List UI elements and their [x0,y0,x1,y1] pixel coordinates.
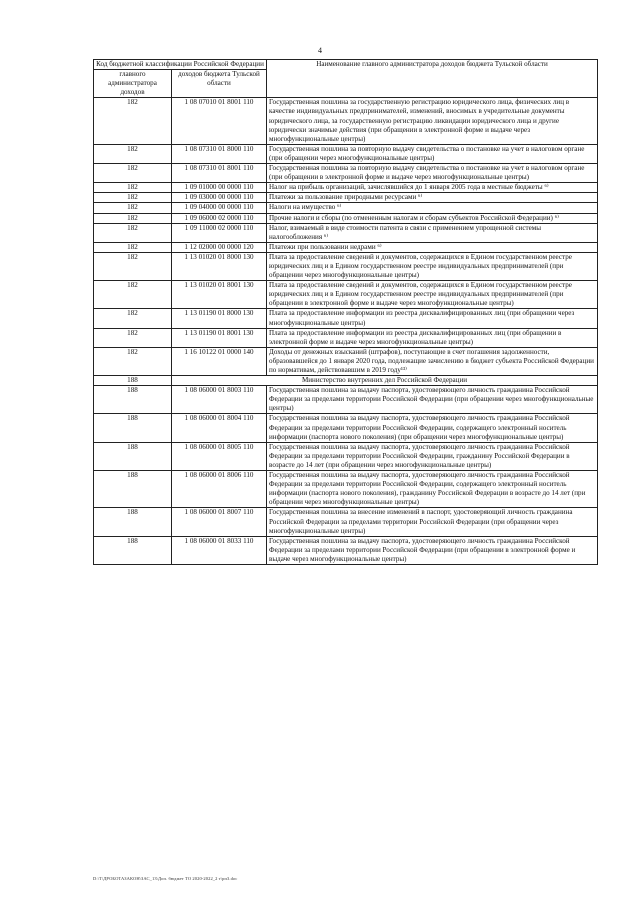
income-name-cell: Плата за предоставление сведений и документов, содержащихся в Едином государственном реестре юридических лиц и в Едином государственном реестре индивидуальных предпринимателей (при обращении в электронной форме и выдаче через многофункциональные центры) [267,281,598,309]
table-row [94,508,598,536]
admin-code-cell: 182 [94,223,172,242]
income-name-cell: Налоги на имущество ⁶⁾ [267,203,598,213]
income-name-cell: Государственная пошлина за государственную регистрацию юридического лица, физических лиц в качестве индивидуальных предпринимателей, изменений, вносимых в учредительные документы юридического лица, за государственную регистрацию ликвидации юридического лица и другие юридически значимые действия (при обращении в электронной форме и выдаче через многофункциональные центры) [267,98,598,144]
income-name-cell: Налог, взимаемый в виде стоимости патента в связи с применением упрощенной системы налогообложения ⁶⁾ [267,223,598,242]
admin-code-cell: 182 [94,328,172,347]
income-code-cell: 1 08 07310 01 8001 110 [172,164,267,183]
income-code-cell: 1 09 03000 00 0000 110 [172,193,267,203]
table-row [94,309,598,328]
admin-code-cell: 182 [94,252,172,280]
admin-code-cell: 188 [94,471,172,508]
table-row [94,144,598,163]
table-row [94,98,598,144]
admin-code-cell: 182 [94,193,172,203]
kbk-header: Код бюджетной классификации Российской Федерации [94,60,267,70]
admin-code-cell: 182 [94,213,172,223]
admin-code-cell: 182 [94,309,172,328]
income-header: доходов бюджета Тульской области [172,70,267,98]
income-name-cell: Налог на прибыль организаций, зачислявшийся до 1 января 2005 года в местные бюджеты ⁶⁾ [267,183,598,193]
admin-code-cell: 182 [94,183,172,193]
income-code-cell: 1 09 06000 02 0000 110 [172,213,267,223]
footer-file-path: D:\Т\ДРОБОТАЗАКОН\ЗАС_13\Доп. бюджет ТО 2020-2022_2 т\рп3.doc [93,876,238,881]
income-code-cell: 1 08 07310 01 8000 110 [172,144,267,163]
table-row [94,536,598,564]
income-name-cell: Государственная пошлина за повторную выдачу свидетельства о постановке на учет в налоговом органе (при обращении в электронной форме и выдаче через многофункциональные центры) [267,164,598,183]
income-name-cell: Платежи за пользование природными ресурсами ⁶⁾ [267,193,598,203]
income-name-cell: Государственная пошлина за выдачу паспорта, удостоверяющего личность гражданина Российской Федерации за пределами территории Российской Федерации, содержащего электронный носитель информации (паспорта нового поколения) (при обращении через многофункциональные центры) [267,414,598,442]
page-number: 4 [318,46,322,55]
income-name-cell: Платежи при пользовании недрами ⁶⁾ [267,242,598,252]
header-row [94,60,598,70]
income-code-cell: 1 13 01190 01 8001 130 [172,328,267,347]
table-row [94,442,598,470]
income-code-cell: 1 08 06000 01 8005 110 [172,442,267,470]
income-name-cell: Плата за предоставление информации из реестра дисквалифицированных лиц (при обращении в электронной форме и выдаче через многофункциональные центры) [267,328,598,347]
admin-code-cell: 182 [94,347,172,375]
table-row [94,386,598,414]
income-name-cell: Государственная пошлина за внесение изменений в паспорт, удостоверяющий личность гражданина Российской Федерации за пределами территории Российской Федерации (при обращении через многофункциональные центры) [267,508,598,536]
admin-code-cell: 188 [94,536,172,564]
admin-code-cell: 188 [94,508,172,536]
income-code-cell: 1 12 02000 00 0000 120 [172,242,267,252]
income-code-cell: 1 08 06000 01 8006 110 [172,471,267,508]
table-row [94,281,598,309]
income-name-cell: Государственная пошлина за выдачу паспорта, удостоверяющего личность гражданина Российской Федерации за пределами территории Российской Федерации, гражданину Российской Федерации в возрасте до 14 лет (при обращении через многофункциональные центры) [267,442,598,470]
table-row [94,414,598,442]
table-row [94,193,598,203]
income-code-cell: 1 08 06000 01 8007 110 [172,508,267,536]
section-title-cell: Министерство внутренних дел Российской Федерации [172,376,598,386]
table-row [94,164,598,183]
table-row [94,347,598,375]
income-code-cell: 1 08 06000 01 8004 110 [172,414,267,442]
income-name-cell: Государственная пошлина за выдачу паспорта, удостоверяющего личность гражданина Российской Федерации за пределами территории Российской Федерации, содержащего электронный носитель информации (паспорта нового поколения), гражданину Российской Федерации в возрасте до 14 лет (при обращении через многофункциональные центры) [267,471,598,508]
income-code-cell: 1 13 01020 01 8000 130 [172,252,267,280]
admin-code-cell: 182 [94,164,172,183]
admin-code-cell: 188 [94,442,172,470]
income-code-cell: 1 09 11000 02 0000 110 [172,223,267,242]
income-name-cell: Государственная пошлина за выдачу паспорта, удостоверяющего личность гражданина Российской Федерации за пределами территории Российской Федерации (при обращении через многофункциональные центры) [267,386,598,414]
table-row [94,183,598,193]
admin-code-cell: 182 [94,281,172,309]
income-name-cell: Государственная пошлина за повторную выдачу свидетельства о постановке на учет в налоговом органе (при обращении через многофункциональные центры) [267,144,598,163]
income-name-cell: Плата за предоставление сведений и документов, содержащихся в Едином государственном реестре юридических лиц и в Едином государственном реестре индивидуальных предпринимателей (при обращении через многофункциональные центры) [267,252,598,280]
admin-code-cell: 182 [94,203,172,213]
table-body [94,98,598,565]
admin-code-cell: 182 [94,144,172,163]
admin-code-cell: 182 [94,98,172,144]
table-row [94,223,598,242]
budget-table [93,59,598,565]
table-row [94,328,598,347]
income-code-cell: 1 16 10122 01 0000 140 [172,347,267,375]
income-code-cell: 1 09 01000 00 0000 110 [172,183,267,193]
income-code-cell: 1 08 06000 01 8003 110 [172,386,267,414]
income-name-cell: Доходы от денежных взысканий (штрафов), поступающие в счет погашения задолженности, образовавшейся до 1 января 2020 года, подлежащие зачислению в бюджет субъекта Российской Федерации по нормативам, действовавшим в 2019 году¹³⁾ [267,347,598,375]
income-code-cell: 1 08 07010 01 8001 110 [172,98,267,144]
income-name-cell: Плата за предоставление информации из реестра дисквалифицированных лиц (при обращении через многофункциональные центры) [267,309,598,328]
table-row [94,242,598,252]
income-code-cell: 1 09 04000 00 0000 110 [172,203,267,213]
table-row [94,203,598,213]
income-name-cell: Государственная пошлина за выдачу паспорта, удостоверяющего личность гражданина Российской Федерации за пределами территории Российской Федерации (при обращении в электронной форме и выдаче через многофункциональные центры) [267,536,598,564]
table-row [94,471,598,508]
admin-code-cell: 188 [94,376,172,386]
table-row [94,252,598,280]
admin-code-cell: 188 [94,414,172,442]
admin-code-cell: 188 [94,386,172,414]
income-name-cell: Прочие налоги и сборы (по отмененным налогам и сборам субъектов Российской Федерации) ⁶⁾ [267,213,598,223]
income-code-cell: 1 08 06000 01 8033 110 [172,536,267,564]
income-code-cell: 1 13 01020 01 8001 130 [172,281,267,309]
income-code-cell: 1 13 01190 01 8000 130 [172,309,267,328]
admin-code-cell: 182 [94,242,172,252]
name-header: Наименование главного администратора доходов бюджета Тульской области [267,60,598,98]
table-row [94,213,598,223]
section-row [94,376,598,386]
admin-header: главного администратора доходов [94,70,172,98]
